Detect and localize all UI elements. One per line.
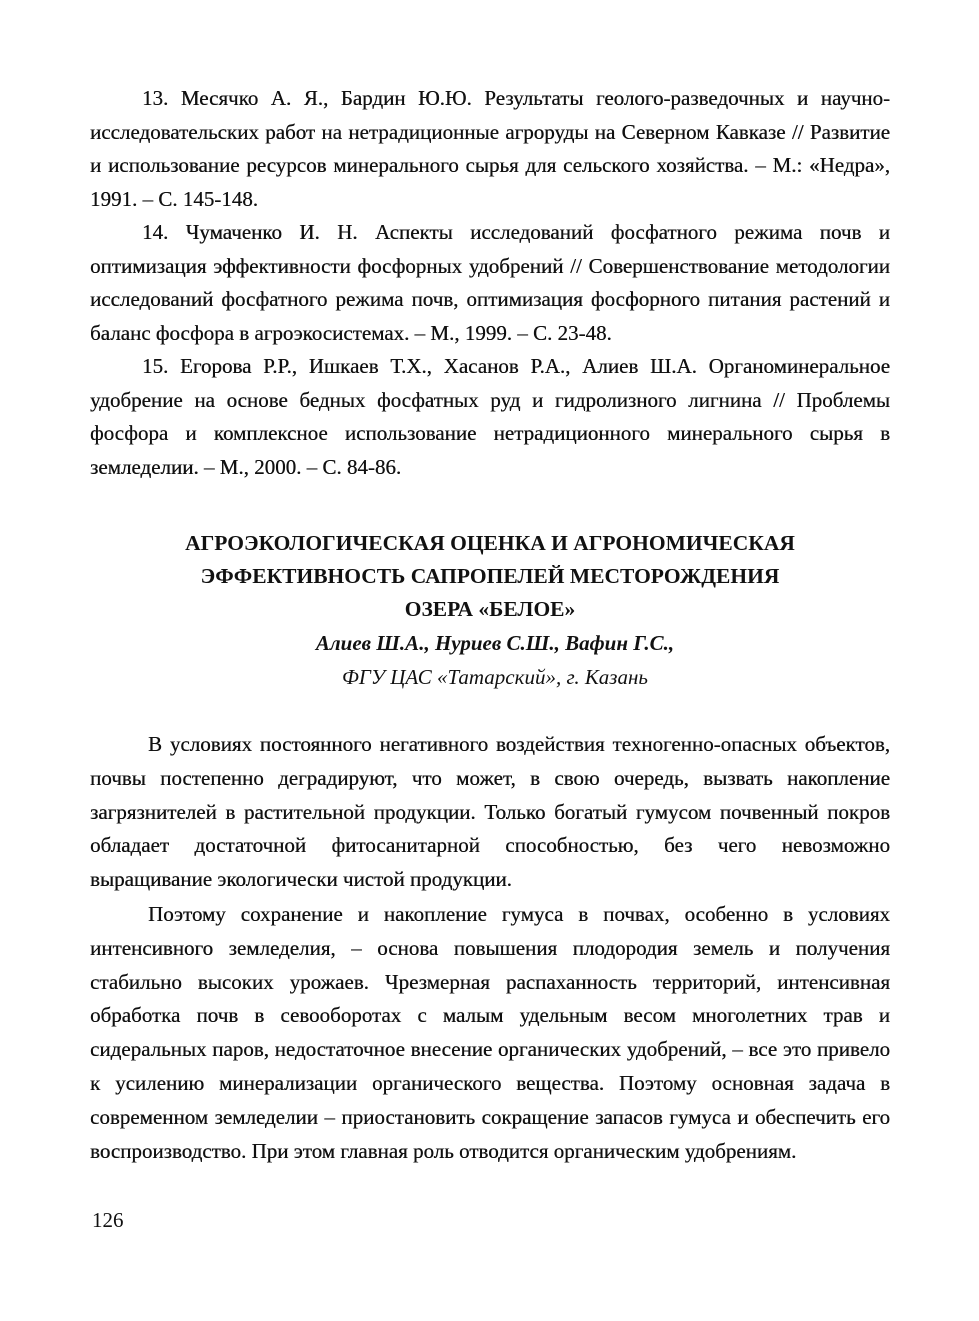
article-title-line: ОЗЕРА «БЕЛОЕ» bbox=[404, 597, 576, 621]
article-title-line: АГРОЭКОЛОГИЧЕСКАЯ ОЦЕНКА И АГРОНОМИЧЕСКАЯ bbox=[185, 531, 795, 555]
article-authors: Алиев Ш.А., Нуриев С.Ш., Вафин Г.С., bbox=[315, 631, 675, 655]
document-page bbox=[90, 82, 890, 1168]
article-title bbox=[90, 527, 890, 626]
body-paragraph: Поэтому сохранение и накопление гумуса в почвах, особенно в условиях интенсивного земледелия, – основа повышения плодородия земель и получения стабильно высоких урожаев. Чрезмерная распаханность территорий, интенсивная обработка почв в севооборотах с малым удельным весом многолетних трав и сидеральных паров, недостаточное внесение органических удобрений, – все это привело к усилению минерализации органического вещества. Поэтому основная задача в современном земледелии – приостановить сокращение запасов гумуса и обеспечить его воспроизводство. При этом главная роль отводится органическим удобрениям. bbox=[90, 901, 890, 1163]
body-paragraph: В условиях постоянного негативного воздействия техногенно-опасных объектов, почвы постепенно деградируют, что может, в свою очередь, вызвать накопление загрязнителей в растительной продукции. Только богатый гумусом почвенный покров обладает достаточной фитосанитарной способностью, без чего невозможно выращивание экологически чистой продукции. bbox=[90, 732, 890, 892]
article-title-line: ЭФФЕКТИВНОСТЬ САПРОПЕЛЕЙ МЕСТОРОЖДЕНИЯ bbox=[200, 564, 780, 588]
article-affiliation: ФГУ ЦАС «Татарский», г. Казань bbox=[342, 665, 648, 689]
article-body bbox=[90, 728, 890, 1168]
reference-item: 13. Месячко А. Я., Бардин Ю.Ю. Результаты геолого-разведочных и научно-исследовательских работ на нетрадиционные агроруды на Северном Кавказе // Развитие и использование ресурсов минерального сырья для сельского хозяйства. – М.: «Недра», 1991. – С. 145-148. bbox=[90, 86, 890, 211]
reference-list bbox=[90, 82, 890, 484]
reference-item: 15. Егорова Р.Р., Ишкаев Т.Х., Хасанов Р.А., Алиев Ш.А. Органоминеральное удобрение на основе бедных фосфатных руд и гидролизного лигнина // Проблемы фосфора и комплексное использование нетрадиционного минерального сырья в земледелии. – М., 2000. – С. 84-86. bbox=[90, 354, 890, 479]
page-number: 126 bbox=[92, 1208, 124, 1232]
reference-item: 14. Чумаченко И. Н. Аспекты исследований фосфатного режима почв и оптимизация эффективности фосфорных удобрений // Совершенствование методологии исследований фосфатного режима почв, оптимизация фосфорного питания растений и баланс фосфора в агроэкосистемах. – М., 1999. – С. 23-48. bbox=[90, 220, 890, 345]
